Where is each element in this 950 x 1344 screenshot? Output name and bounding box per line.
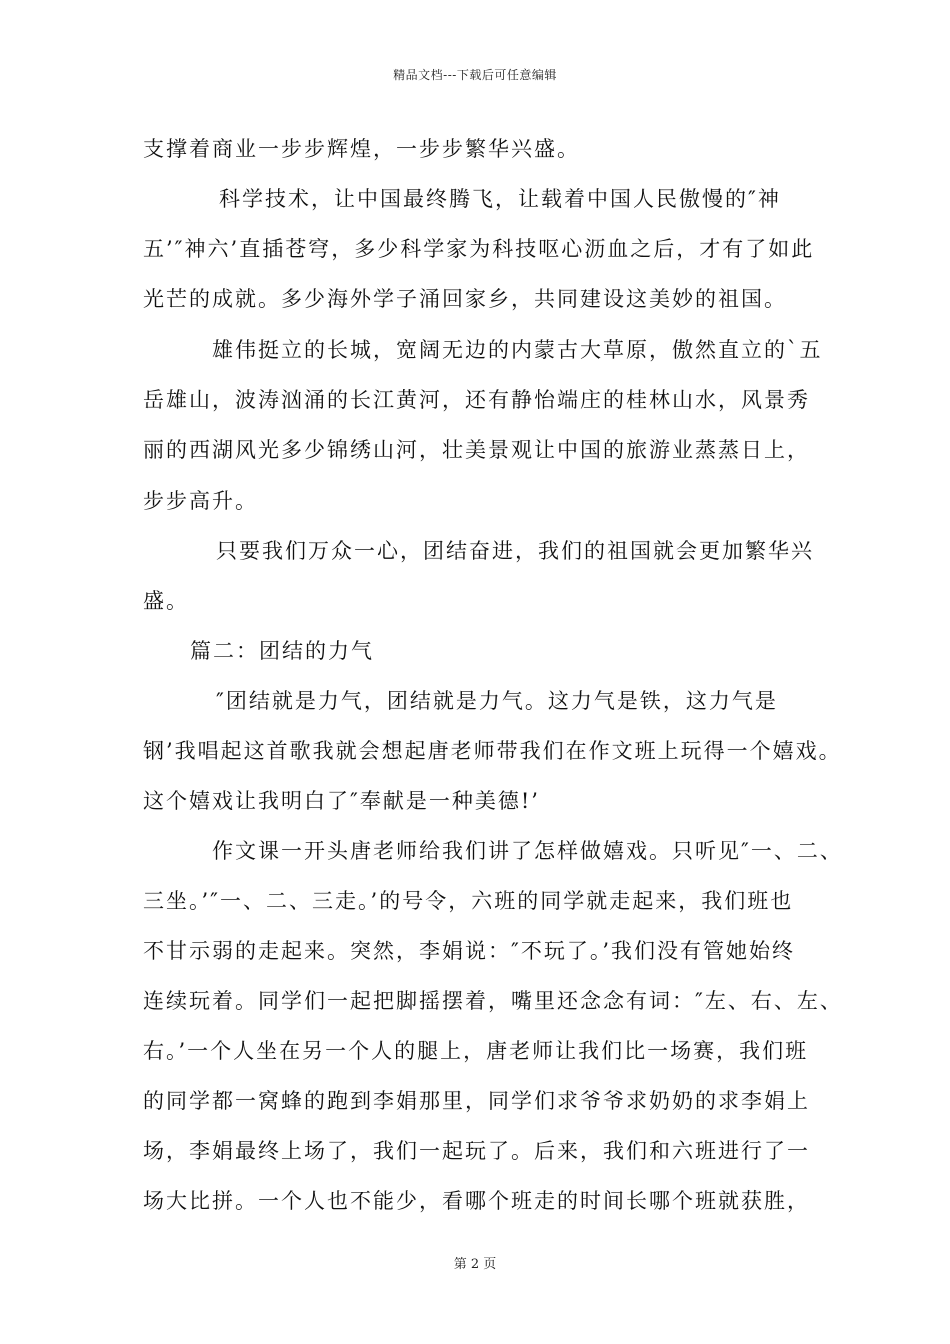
text-line: 这个嬉戏让我明白了″奉献是一种美德!’	[143, 789, 540, 813]
text-line: 步步高升。	[143, 489, 258, 513]
text-line: 作文课一开头唐老师给我们讲了怎样做嬉戏。只听见″一、二、	[212, 839, 843, 863]
text-line: 盛。	[143, 589, 189, 613]
text-line: 不甘示弱的走起来。突然，李娟说：″不玩了。’我们没有管她始终	[143, 939, 796, 963]
text-line: 岳雄山，波涛汹涌的长江黄河，还有静怡端庄的桂林山水，风景秀	[143, 388, 810, 412]
text-line: 场大比拼。一个人也不能少，看哪个班走的时间长哪个班就获胜，	[143, 1189, 810, 1213]
section-heading: 篇二：团结的力气	[190, 639, 374, 663]
text-line: 丽的西湖风光多少锦绣山河，壮美景观让中国的旅游业蒸蒸日上，	[143, 438, 810, 462]
text-line: 支撑着商业一步步辉煌，一步步繁华兴盛。	[143, 137, 580, 161]
text-line: 科学技术，让中国最终腾飞，让载着中国人民傲慢的″神	[219, 187, 781, 211]
text-line: 雄伟挺立的长城，宽阔无边的内蒙古大草原，傲然直立的`五	[212, 338, 823, 362]
text-line: 三坐。’″一、二、三走。’的号令，六班的同学就走起来，我们班也	[143, 889, 794, 913]
page-number: 第 2 页	[453, 1257, 497, 1272]
text-line: 场，李娟最终上场了，我们一起玩了。后来，我们和六班进行了一	[143, 1139, 810, 1163]
text-line: 钢’我唱起这首歌我就会想起唐老师带我们在作文班上玩得一个嬉戏。	[143, 739, 842, 763]
text-line: 光芒的成就。多少海外学子涌回家乡，共同建设这美妙的祖国。	[143, 287, 787, 311]
text-line: 五’″神六’直插苍穹，多少科学家为科技呕心沥血之后，才有了如此	[143, 237, 815, 261]
text-line: 只要我们万众一心，团结奋进，我们的祖国就会更加繁华兴	[216, 539, 814, 563]
text-line: 的同学都一窝蜂的跑到李娟那里，同学们求爷爷求奶奶的求李娟上	[143, 1089, 810, 1113]
text-line: ″团结就是力气，团结就是力气。这力气是铁，这力气是	[216, 689, 778, 713]
text-line: 连续玩着。同学们一起把脚摇摆着，嘴里还念念有词：″左、右、左、	[143, 989, 843, 1013]
page-header: 精品文档---下载后可任意编辑	[393, 68, 557, 82]
text-line: 右。’一个人坐在另一个人的腿上，唐老师让我们比一场赛，我们班	[143, 1039, 809, 1063]
